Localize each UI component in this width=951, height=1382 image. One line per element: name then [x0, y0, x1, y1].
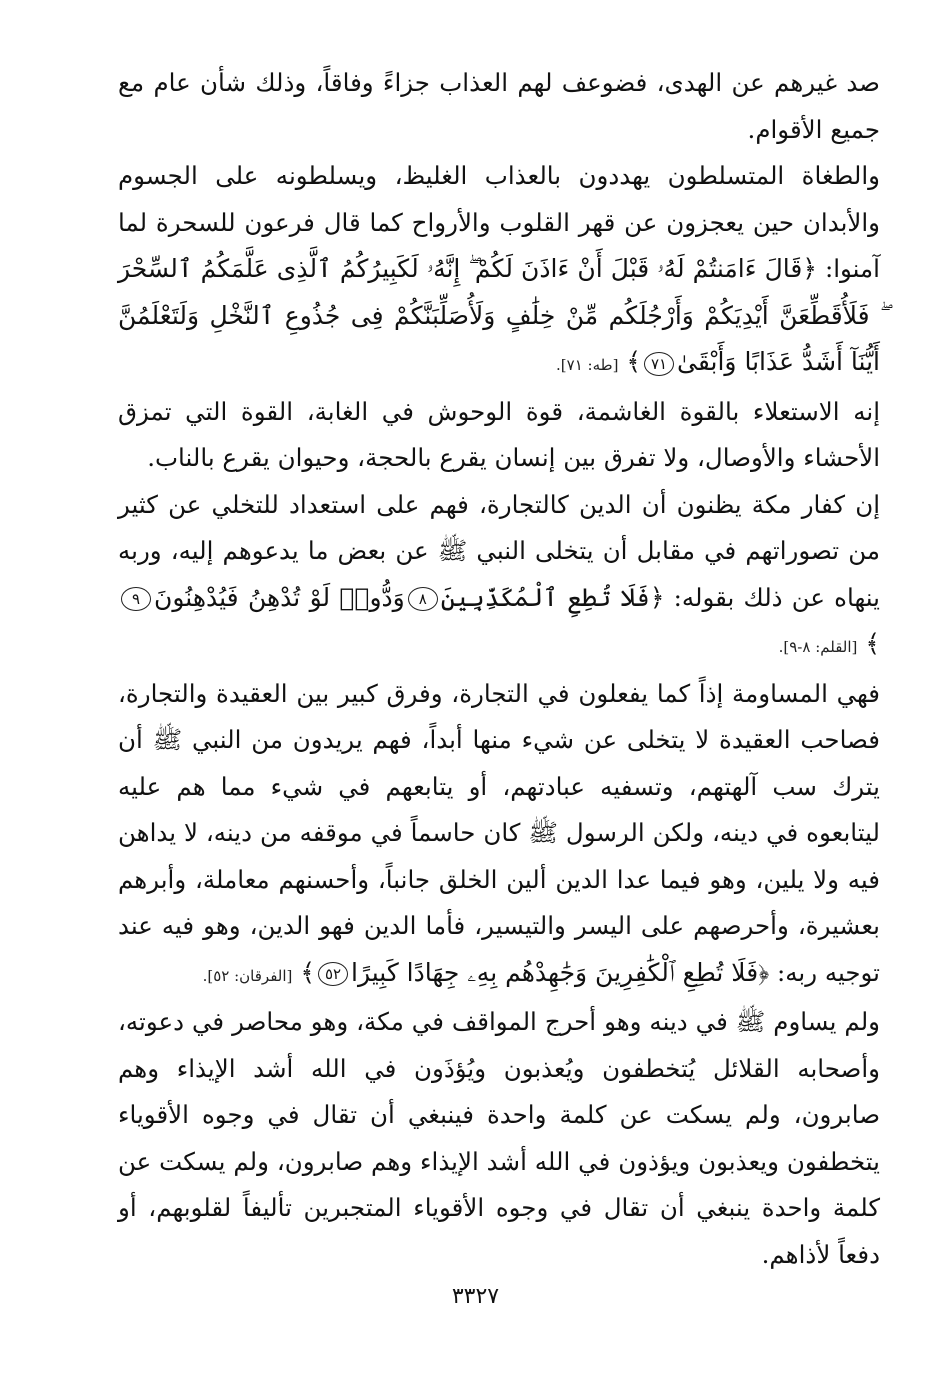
quran-verse: ﴾	[618, 347, 642, 376]
verse-number: ٩	[121, 587, 151, 611]
verse-reference: [الفرقان: ٥٢].	[202, 966, 293, 985]
quran-verse: ﴿قَالَ ءَامَنتُمْ لَهُۥ قَبْلَ أَنْ ءَاذَنَ لَكُمْ ۖ إِنَّهُۥ لَكَبِيرُكُمُ ٱلَّذِى عَلَّمَكُمُ ٱلسِّحْرَ ۖ فَلَأُقَطِّعَنَّ أَيْدِيَكُمْ وَأَرْجُلَكُم مِّنْ خِلَٰفٍ وَلَأُصَلِّبَنَّكُمْ فِى جُذُوعِ ٱلنَّخْلِ وَلَتَعْلَمُنَّ أَيُّنَآ أَشَدُّ عَذَابًا وَأَبْقَىٰ	[118, 254, 880, 376]
paragraph	[118, 999, 880, 1278]
page-number: ٣٣٢٧	[451, 1284, 500, 1309]
verse-reference: [طه: ٧١].	[556, 356, 619, 374]
paragraph	[118, 60, 880, 153]
paragraph-text: صد غيرهم عن الهدى، فضوعف لهم العذاب جزاءً وفاقاً، وذلك شأن عام مع جميع الأقوام.	[118, 68, 880, 144]
quran-verse: ﴾	[292, 957, 315, 987]
quran-verse: ﴿فَلَا تُطِعِ ٱلْكَٰفِرِينَ وَجَٰهِدْهُم بِهِۦ جِهَادًا كَبِيرًا	[351, 957, 770, 987]
paragraph-text: فهي المساومة إذاً كما يفعلون في التجارة، وفرق كبير بين العقيدة والتجارة، فصاحب العقيدة لا يتخلى عن شيء منها أبداً، فهم يريدون من النبي ﷺ أن يترك سب آلهتهم، وتسفيه عبادتهم، أو يتابعهم في شيء مما هم عليه ليتابعوه في دينه، ولكن الرسول ﷺ كان حاسماً في موقفه من دينه، لا يداهن فيه ولا يلين، وهو فيما عدا الدين ألين الخلق جانباً، وأحسنهم معاملة، وأبرهم بعشيرة، وأحرصهم على اليسر والتيسير، فأما الدين فهو الدين، وهو فيه عند توجيه ربه:	[118, 678, 880, 987]
verse-number: ٥٢	[318, 962, 348, 986]
verse-number: ٨	[408, 587, 438, 611]
paragraph	[118, 389, 880, 482]
quran-verse: ﴾	[857, 629, 880, 658]
paragraph	[118, 671, 880, 1000]
paragraph	[118, 482, 880, 671]
paragraph	[118, 153, 880, 389]
paragraph-text: ولم يساوم ﷺ في دينه وهو أحرج المواقف في مكة، وهو محاصر في دعوته، وأصحابه القلائل يُتخطفون ويُعذبون ويُؤذَون في الله أشد الإيذاء وهم صابرون، ولم يسكت عن كلمة واحدة فينبغي أن تقال في وجوه الأقوياء يتخطفون ويعذبون ويؤذون في الله أشد الإيذاء وهم صابرون، ولم يسكت عن كلمة واحدة ينبغي أن تقال في وجوه الأقوياء المتجبرين تأليفاً لقلوبهم، أو دفعاً لأذاهم.	[118, 1007, 880, 1269]
body-text	[118, 60, 880, 1278]
paragraph-text: والطغاة المتسلطون يهددون بالعذاب الغليظ، ويسلطونه على الجسوم والأبدان حين يعجزون عن قهر القلوب والأرواح كما قال فرعون للسحرة لما آمنوا:	[118, 161, 880, 283]
verse-reference: [القلم: ٨-٩].	[778, 638, 858, 656]
verse-number: ٧١	[644, 352, 674, 376]
paragraph-text: إن كفار مكة يظنون أن الدين كالتجارة، فهم على استعداد للتخلي عن كثير من تصوراتهم في مقابل أن يتخلى النبي ﷺ عن بعض ما يدعوهم إليه، وربه ينهاه عن ذلك بقوله:	[118, 489, 880, 612]
paragraph-text: إنه الاستعلاء بالقوة الغاشمة، قوة الوحوش في الغابة، القوة التي تمزق الأحشاء والأوصال، ولا تفرق بين إنسان يقرع بالحجة، وحيوان يقرع بالناب.	[118, 396, 880, 472]
quran-verse: وَدُّوا۟ لَوْ تُدْهِنُ فَيُدْهِنُونَ	[154, 582, 405, 612]
quran-verse: ﴿فَلَا تُطِعِ ٱلْمُكَذِّبِينَ	[440, 582, 665, 612]
